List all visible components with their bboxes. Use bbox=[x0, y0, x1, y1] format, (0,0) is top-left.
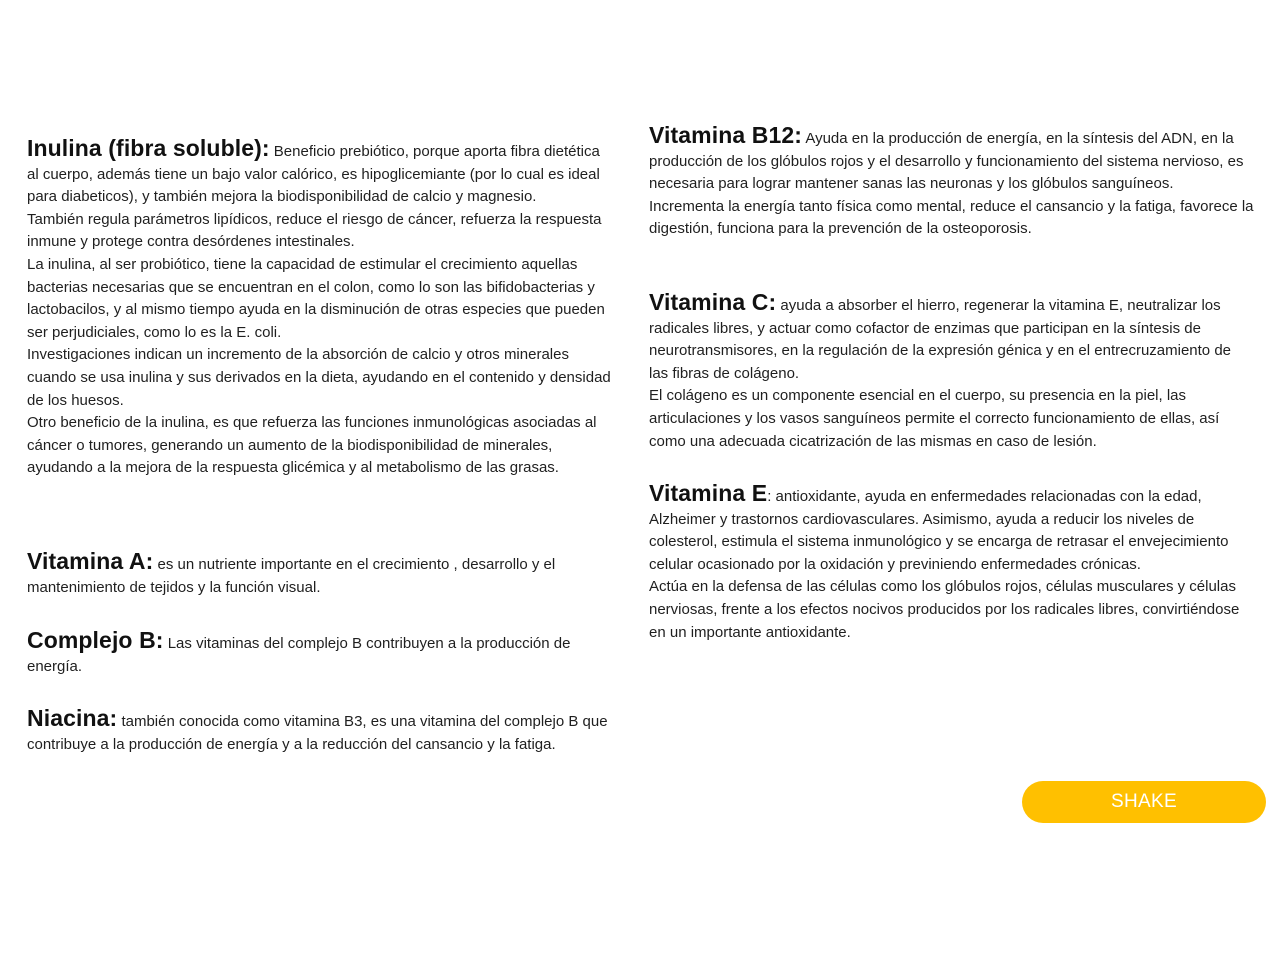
vitamina-b12-intro: Ayuda en la producción de energía, en la síntesis del ADN, en la producción de los glóbulos rojos y el desarrollo y funcionamiento del sistema nervioso, es necesaria para lograr mantener sanas las neuronas y los glóbulos sanguíneos. bbox=[649, 130, 1244, 193]
vitamina-e-heading: Vitamina E bbox=[649, 480, 768, 506]
section-niacina bbox=[27, 707, 612, 756]
section-inulina bbox=[27, 137, 612, 480]
section-vitamina-a bbox=[27, 550, 612, 599]
vitamina-a-paragraph bbox=[27, 550, 612, 599]
vitamina-c-heading: Vitamina C: bbox=[649, 289, 777, 315]
shake-button[interactable]: SHAKE bbox=[1022, 781, 1266, 823]
section-vitamina-c bbox=[649, 291, 1254, 453]
vitamina-e-paragraph-1 bbox=[649, 482, 1254, 576]
inulina-paragraph-1 bbox=[27, 137, 612, 209]
vitamina-c-paragraph-2: El colágeno es un componente esencial en el cuerpo, su presencia en la piel, las articulaciones y los vasos sanguíneos permite el correcto funcionamiento de ellas, así como una adecuada cicatrización de las mismas en caso de lesión. bbox=[649, 387, 1220, 450]
complejo-b-text: Las vitaminas del complejo B contribuyen a la producción de energía. bbox=[27, 635, 571, 675]
inulina-paragraph-3: La inulina, al ser probiótico, tiene la capacidad de estimular el crecimiento aquellas bacterias necesarias que se encuentran en el colon, como lo son las bifidobacterias y lactobacilos, y al mismo tiempo ayuda en la disminución de otras especies que pueden ser perjudiciales, como lo es la E. coli. bbox=[27, 255, 605, 341]
vitamina-a-text: es un nutriente importante en el crecimiento , desarrollo y el mantenimiento de tejidos y la función visual. bbox=[27, 556, 556, 596]
section-vitamina-b12 bbox=[649, 124, 1254, 241]
inulina-intro: Beneficio prebiótico, porque aporta fibra dietética al cuerpo, además tiene un bajo valor calórico, es hipoglicemiante (por lo cual es ideal para diabeticos), y también mejora la biodisponibilidad de calcio y magnesio. bbox=[27, 143, 600, 206]
inulina-paragraph-5: Otro beneficio de la inulina, es que refuerza las funciones inmunológicas asociadas al cáncer o tumores, generando un aumento de la biodisponibilidad de minerales, ayudando a la mejora de la respuesta glicémica y al metabolismo de las grasas. bbox=[27, 414, 597, 477]
inulina-paragraph-4: Investigaciones indican un incremento de la absorción de calcio y otros minerales cuando se usa inulina y sus derivados en la dieta, ayudando en el contenido y densidad de los huesos. bbox=[27, 346, 611, 409]
section-complejo-b bbox=[27, 629, 612, 678]
inulina-paragraph-2: También regula parámetros lipídicos, reduce el riesgo de cáncer, refuerza la respuesta inmune y protege contra desórdenes intestinales. bbox=[27, 210, 602, 251]
niacina-heading: Niacina: bbox=[27, 705, 118, 731]
complejo-b-paragraph bbox=[27, 629, 612, 678]
vitamina-a-heading: Vitamina A: bbox=[27, 548, 154, 574]
section-vitamina-e bbox=[649, 482, 1254, 644]
complejo-b-heading: Complejo B: bbox=[27, 627, 164, 653]
vitamina-b12-paragraph-1 bbox=[649, 124, 1254, 196]
vitamina-e-paragraph-2: Actúa en la defensa de las células como los glóbulos rojos, células musculares y células nerviosas, frente a los efectos nocivos producidos por los radicales libres, convirtiéndose en un importante antioxidante. bbox=[649, 578, 1240, 641]
vitamina-c-intro: ayuda a absorber el hierro, regenerar la vitamina E, neutralizar los radicales libres, y actuar como cofactor de enzimas que participan en la síntesis de neurotransmisores, en la regulación de la expresión génica y en el entrecruzamiento de las fibras de colágeno. bbox=[649, 297, 1232, 382]
vitamina-e-intro: : antioxidante, ayuda en enfermedades relacionadas con la edad, Alzheimer y trastornos cardiovasculares. Asimismo, ayuda a reducir los niveles de colesterol, estimula el sistema inmunológico y se encarga de retrasar el envejecimiento celular ocasionado por la oxidación y previniendo enfermedades crónicas. bbox=[649, 488, 1229, 573]
vitamina-c-paragraph-1 bbox=[649, 291, 1254, 385]
vitamina-b12-paragraph-2: Incrementa la energía tanto física como mental, reduce el cansancio y la fatiga, favorece la digestión, funciona para la prevención de la osteoporosis. bbox=[649, 197, 1254, 238]
vitamina-b12-heading: Vitamina B12: bbox=[649, 122, 802, 148]
inulina-heading: Inulina (fibra soluble): bbox=[27, 135, 270, 161]
niacina-paragraph bbox=[27, 707, 612, 756]
niacina-text: también conocida como vitamina B3, es una vitamina del complejo B que contribuye a la producción de energía y a la reducción del cansancio y la fatiga. bbox=[27, 713, 608, 753]
